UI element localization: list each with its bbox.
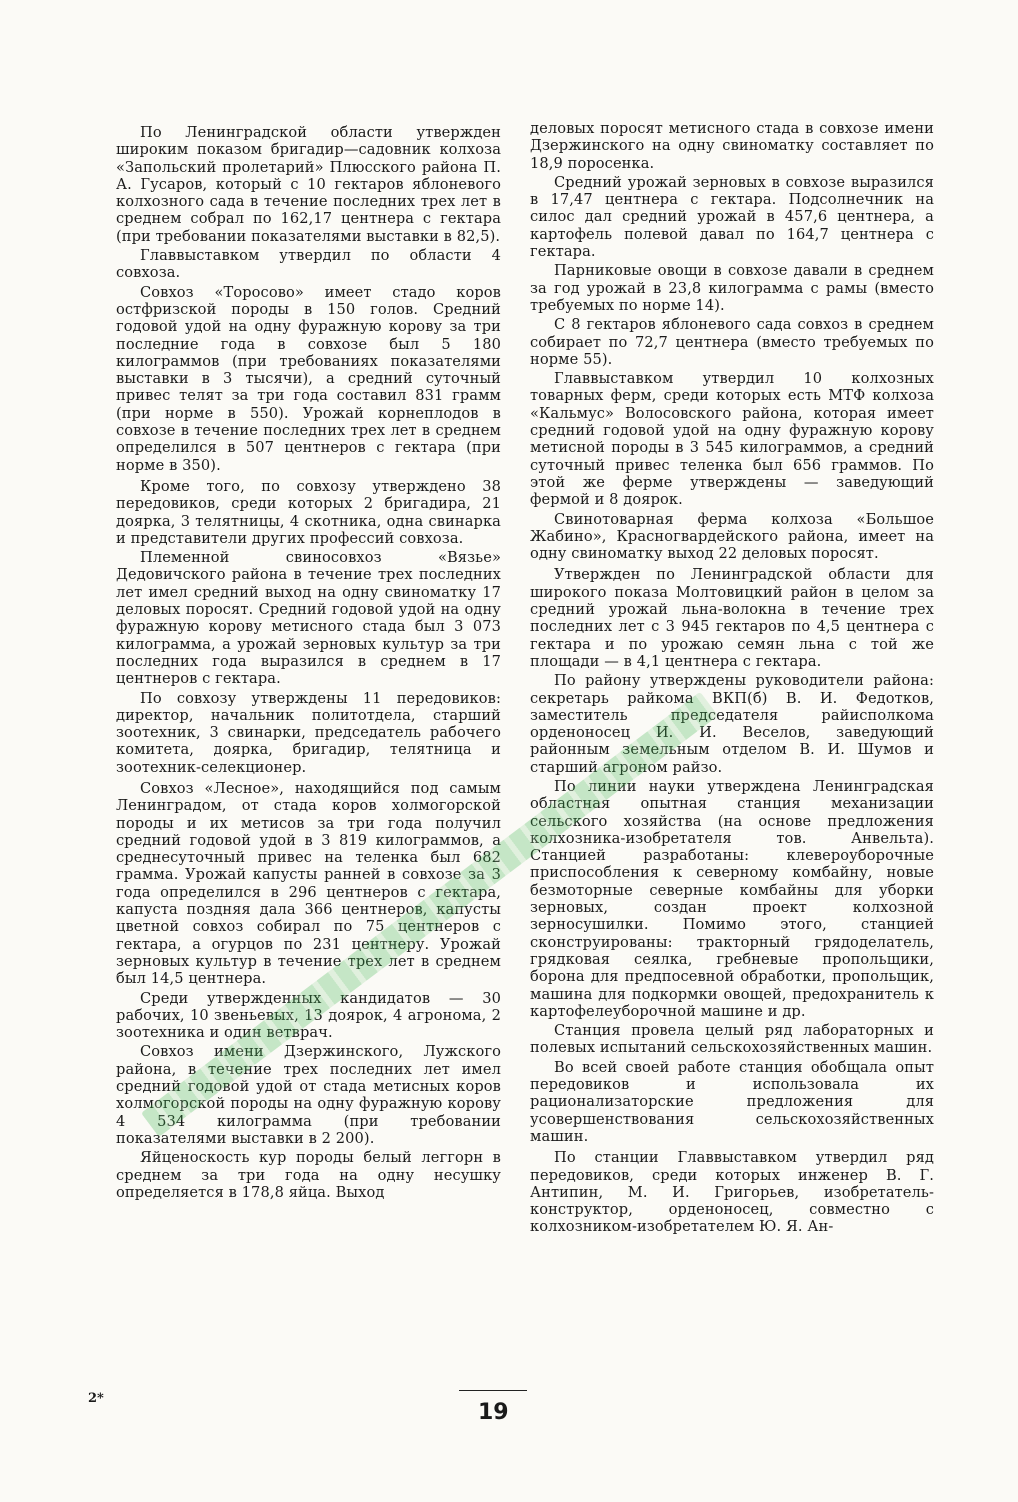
- paragraph: Племенной свиносовхоз «Вязье» Дедовичского района в течение трех последних лет имел средний выход на одну свиноматку 17 деловых поросят. Средний годовой удой на одну фуражную корову метисного стада был 3 073 килограмма, а урожай зерновых культур за три последних года выразился в среднем в 17 центнеров с гектара.: [116, 549, 501, 688]
- paragraph: По району утверждены руководители района: секретарь райкома ВКП(б) В. И. Федотков, заместитель председателя райисполкома орденоносец И. И. Веселов, заведующий районным земельным отделом В. И. Шумов и старший агроном райзо.: [530, 672, 934, 776]
- paragraph: Средний урожай зерновых в совхозе выразился в 17,47 центнера с гектара. Подсолнечник на силос дал средний урожай в 457,6 центнера, а картофель полевой давал по 164,7 центнера с гектара.: [530, 173, 934, 261]
- paragraph: Яйценоскость кур породы белый леггорн в среднем за три года на одну несушку определяется в 178,8 яйца. Выход: [116, 1149, 501, 1201]
- paragraph: Парниковые овощи в совхозе давали в среднем за год урожай в 23,8 килограмма с рамы (вместо требуемых по норме 14).: [530, 262, 934, 314]
- text-column-right: [530, 120, 934, 1238]
- page-number: 19: [478, 1400, 509, 1425]
- signature-mark: 2*: [88, 1391, 104, 1406]
- paragraph-continued: деловых поросят метисного стада в совхозе имени Дзержинского на одну свиноматку составляет по 18,9 поросенка.: [530, 120, 934, 172]
- paragraph: По совхозу утверждены 11 передовиков: директор, начальник политотдела, старший зоотехник, 3 свинарки, председатель рабочего комитета, доярка, бригадир, телятница и зоотехник-селекционер.: [116, 689, 501, 776]
- footer-rule: [459, 1390, 527, 1391]
- paragraph: Совхоз «Лесное», находящийся под самым Ленинградом, от стада коров холмогорской породы и их метисов за три года получил средний годовой удой в 3 819 килограммов, а среднесуточный привес на теленка был 682 грамма. Урожай капусты ранней в совхозе за 3 года определился в 296 центнеров с гектара, капуста поздняя дала 366 центнеров, капусты цветной совхоз собирал по 75 центнеров с гектара, а огурцов по 231 центнеру. Урожай зерновых культур в течение трех лет в среднем был 14,5 центнера.: [116, 779, 501, 988]
- paragraph: По станции Главвыставком утвердил ряд передовиков, среди которых инженер В. Г. Антипин, М. И. Григорьев, изобретатель-конструктор, орденоносец, совместно с колхозником-изобретателем Ю. Я. Ан-: [530, 1149, 934, 1236]
- paragraph: Свинотоварная ферма колхоза «Большое Жабино», Красногвардейского района, имеет на одну свиноматку выход 22 деловых поросят.: [530, 510, 934, 563]
- paragraph: Утвержден по Ленинградской области для широкого показа Молтовицкий район в целом за средний урожай льна-волокна в течение трех последних лет с 3 945 гектаров по 4,5 центнера с гектара и по урожаю семян льна с той же площади — в 4,1 центнера с гектара.: [530, 566, 934, 670]
- paragraph: Станция провела целый ряд лабораторных и полевых испытаний сельскохозяйственных машин.: [530, 1022, 934, 1057]
- paragraph: Совхоз «Торосово» имеет стадо коров остфризской породы в 150 голов. Средний годовой удой на одну фуражную корову за три последние года в совхозе был 5 180 килограммов (при требованиях показателями выставки в 3 тысячи), а средний суточный привес телят за три года составил 831 грамм (при норме в 550). Урожай корнеплодов в совхозе в течение последних трех лет в среднем определился в 507 центнеров с гектара (при норме в 350).: [116, 283, 501, 474]
- paragraph: По линии науки утверждена Ленинградская областная опытная станция механизации сельского хозяйства (на основе предложения колхозника-изобретателя тов. Анвельта). Станцией разработаны: клевероуборочные приспособления к северному комбайну, новые безмоторные северные комбайны для уборки зерновых, создан проект колхозной зерносушилки. Помимо этого, станцией сконструированы: тракторный грядоделатель, грядковая сеялка, гребневые пропольщики, борона для предпосевной обработки, пропольщик, машина для подкормки овощей, предохранитель к картофелеуборочной машине и др.: [530, 777, 934, 1020]
- paragraph: Кроме того, по совхозу утверждено 38 передовиков, среди которых 2 бригадира, 21 доярка, 3 телятницы, 4 скотника, одна свинарка и представители других профессий совхоза.: [116, 477, 501, 547]
- paragraph: Среди утвержденных кандидатов — 30 рабочих, 10 звеньевых, 13 доярок, 4 агронома, 2 зоотехника и один ветврач.: [116, 989, 501, 1042]
- paragraph: С 8 гектаров яблоневого сада совхоз в среднем собирает по 72,7 центнера (вместо требуемых по норме 55).: [530, 316, 934, 368]
- paragraph: Во всей своей работе станция обобщала опыт передовиков и использовала их рационализаторские предложения для усовершенствования сельскохозяйственных машин.: [530, 1058, 934, 1145]
- paragraph: Главвыставком утвердил по области 4 совхоза.: [116, 247, 501, 282]
- paragraph: Совхоз имени Дзержинского, Лужского района, в течение трех последних лет имел средний годовой удой от стада метисных коров холмогорской породы на одну фуражную корову 4 534 килограмма (при требовании показателями выставки в 2 200).: [116, 1043, 501, 1147]
- text-column-left: [116, 124, 501, 1203]
- paragraph: По Ленинградской области утвержден широким показом бригадир—садовник колхоза «Запольский пролетарий» Плюсского района П. А. Гусаров, который с 10 гектаров яблоневого колхозного сада в течение последних трех лет в среднем собрал по 162,17 центнера с гектара (при требовании показателями выставки в 82,5).: [116, 124, 501, 245]
- paragraph: Главвыставком утвердил 10 колхозных товарных ферм, среди которых есть МТФ колхоза «Кальмус» Волосовского района, которая имеет средний годовой удой на одну фуражную корову метисной породы в 3 545 килограммов, а средний суточный привес теленка был 656 граммов. По этой же ферме утверждены — заведующий фермой и 8 доярок.: [530, 370, 934, 509]
